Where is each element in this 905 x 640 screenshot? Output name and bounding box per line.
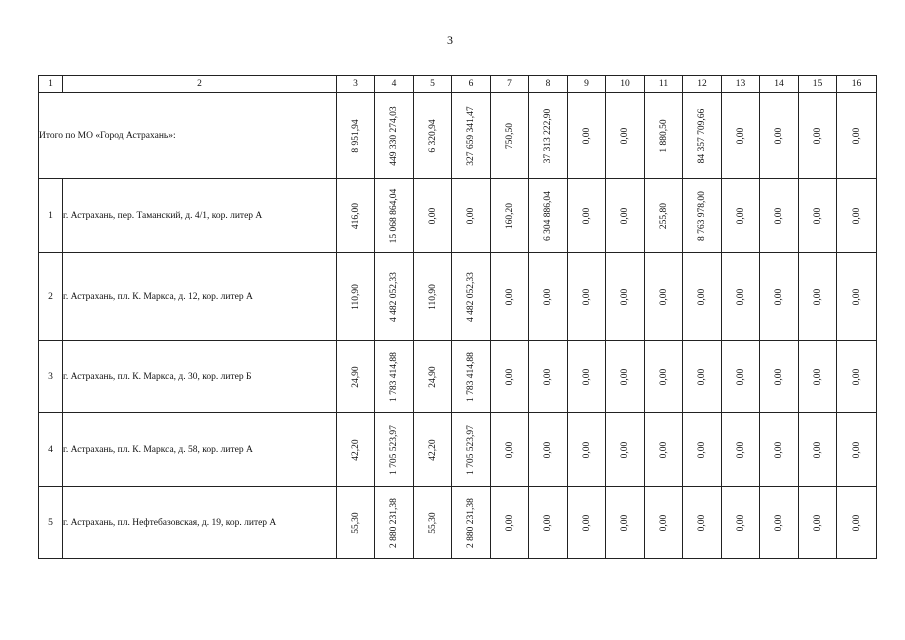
value-cell: [568, 487, 606, 559]
column-header: 15: [799, 76, 837, 93]
value-cell: [414, 179, 452, 253]
value-cell: [529, 253, 568, 341]
cell-value: 2 880 231,38: [466, 497, 476, 548]
cell-value: 0,00: [543, 368, 553, 385]
cell-value: 0,00: [735, 368, 746, 385]
value-cell: [645, 413, 683, 487]
value-cell: [491, 93, 529, 179]
value-cell: [375, 341, 414, 413]
cell-value: 0,00: [851, 441, 862, 458]
cell-value: 0,00: [581, 207, 592, 224]
total-label: Итого по МО «Город Астрахань»:: [39, 93, 337, 179]
cell-value: 6 304 886,04: [543, 190, 553, 241]
value-cell: [760, 179, 799, 253]
cell-value: 0,00: [504, 368, 515, 385]
cell-value: 0,00: [812, 441, 823, 458]
column-header: 8: [529, 76, 568, 93]
table-row: [39, 413, 877, 487]
cell-value: 0,00: [774, 207, 784, 224]
cell-value: 0,00: [504, 441, 515, 458]
cell-value: 55,30: [427, 511, 438, 534]
value-cell: [837, 487, 877, 559]
value-cell: [606, 179, 645, 253]
value-cell: [606, 487, 645, 559]
value-cell: [606, 341, 645, 413]
cell-value: 0,00: [851, 514, 862, 531]
cell-value: 55,30: [350, 511, 361, 534]
address-cell: г. Астрахань, пл. К. Маркса, д. 30, кор. литер Б: [63, 341, 337, 413]
table-row: [39, 179, 877, 253]
cell-value: 160,20: [504, 202, 515, 229]
cell-value: 0,00: [851, 288, 862, 305]
cell-value: 0,00: [697, 368, 707, 385]
column-header: 6: [452, 76, 491, 93]
cell-value: 0,00: [812, 207, 823, 224]
value-cell: [337, 93, 375, 179]
value-cell: [568, 341, 606, 413]
value-cell: [568, 179, 606, 253]
value-cell: [645, 341, 683, 413]
row-number: 4: [39, 413, 63, 487]
value-cell: [799, 253, 837, 341]
value-cell: [760, 341, 799, 413]
cell-value: 0,00: [620, 441, 630, 458]
value-cell: [799, 341, 837, 413]
column-header: 5: [414, 76, 452, 93]
cell-value: 1 783 414,88: [466, 351, 476, 402]
value-cell: [529, 487, 568, 559]
value-cell: [414, 341, 452, 413]
cell-value: 0,00: [581, 441, 592, 458]
cell-value: 1 783 414,88: [389, 351, 399, 402]
column-header: 16: [837, 76, 877, 93]
cell-value: 750,50: [504, 122, 515, 149]
cell-value: 1 705 523,97: [466, 424, 476, 475]
column-header: 14: [760, 76, 799, 93]
cell-value: 15 068 864,04: [389, 188, 399, 243]
cell-value: 0,00: [812, 127, 823, 144]
cell-value: 0,00: [658, 441, 669, 458]
cell-value: 0,00: [735, 127, 746, 144]
cell-value: 0,00: [543, 514, 553, 531]
value-cell: [529, 413, 568, 487]
value-cell: [414, 487, 452, 559]
value-cell: [683, 93, 722, 179]
cell-value: 416,00: [350, 202, 361, 229]
cell-value: 8 951,94: [350, 118, 361, 153]
cell-value: 0,00: [581, 288, 592, 305]
cell-value: 0,00: [812, 368, 823, 385]
value-cell: [529, 93, 568, 179]
value-cell: [452, 341, 491, 413]
value-cell: [452, 179, 491, 253]
cell-value: 0,00: [620, 368, 630, 385]
value-cell: [645, 253, 683, 341]
cell-value: 0,00: [812, 514, 823, 531]
value-cell: [452, 93, 491, 179]
value-cell: [491, 487, 529, 559]
value-cell: [452, 413, 491, 487]
value-cell: [722, 253, 760, 341]
cell-value: 8 763 978,00: [697, 190, 707, 241]
column-header: 2: [63, 76, 337, 93]
cell-value: 110,90: [427, 283, 438, 310]
cell-value: 255,80: [658, 202, 669, 229]
value-cell: [683, 413, 722, 487]
cell-value: 0,00: [812, 288, 823, 305]
column-header: 11: [645, 76, 683, 93]
cell-value: 0,00: [581, 368, 592, 385]
address-cell: г. Астрахань, пл. К. Маркса, д. 12, кор. литер А: [63, 253, 337, 341]
column-header: 10: [606, 76, 645, 93]
cell-value: 0,00: [697, 288, 707, 305]
cell-value: 0,00: [851, 207, 862, 224]
cell-value: 6 320,94: [427, 118, 438, 153]
value-cell: [683, 487, 722, 559]
cell-value: 0,00: [504, 288, 515, 305]
column-header: 4: [375, 76, 414, 93]
row-number: 3: [39, 341, 63, 413]
value-cell: [760, 93, 799, 179]
value-cell: [452, 487, 491, 559]
cell-value: 0,00: [658, 288, 669, 305]
value-cell: [568, 253, 606, 341]
page-number: 3: [447, 33, 453, 47]
cell-value: 0,00: [620, 127, 630, 144]
column-header: 12: [683, 76, 722, 93]
value-cell: [337, 487, 375, 559]
value-cell: [837, 93, 877, 179]
value-cell: [837, 253, 877, 341]
column-header: 1: [39, 76, 63, 93]
value-cell: [837, 179, 877, 253]
cell-value: 0,00: [774, 368, 784, 385]
cell-value: 0,00: [851, 127, 862, 144]
cell-value: 4 482 052,33: [466, 271, 476, 322]
value-cell: [722, 413, 760, 487]
value-cell: [837, 413, 877, 487]
cell-value: 0,00: [620, 288, 630, 305]
cell-value: 84 357 709,66: [697, 108, 707, 163]
total-row: [39, 93, 877, 179]
value-cell: [491, 253, 529, 341]
cell-value: 37 313 222,90: [543, 108, 553, 163]
value-cell: [414, 413, 452, 487]
value-cell: [760, 253, 799, 341]
cell-value: 24,90: [350, 365, 361, 388]
value-cell: [799, 487, 837, 559]
value-cell: [722, 179, 760, 253]
row-number: 1: [39, 179, 63, 253]
value-cell: [722, 487, 760, 559]
cell-value: 327 659 341,47: [466, 105, 476, 166]
row-number: 2: [39, 253, 63, 341]
cell-value: 0,00: [774, 127, 784, 144]
value-cell: [683, 253, 722, 341]
value-cell: [337, 413, 375, 487]
value-cell: [529, 341, 568, 413]
value-cell: [568, 93, 606, 179]
cell-value: 1 705 523,97: [389, 424, 399, 475]
cell-value: 0,00: [658, 368, 669, 385]
cell-value: 0,00: [620, 514, 630, 531]
value-cell: [414, 253, 452, 341]
value-cell: [375, 413, 414, 487]
cell-value: 1 880,50: [658, 118, 669, 153]
cell-value: 0,00: [427, 207, 438, 224]
value-cell: [837, 341, 877, 413]
column-header: 7: [491, 76, 529, 93]
cell-value: 0,00: [581, 127, 592, 144]
value-cell: [722, 341, 760, 413]
value-cell: [375, 93, 414, 179]
cell-value: 0,00: [774, 288, 784, 305]
value-cell: [799, 413, 837, 487]
value-cell: [568, 413, 606, 487]
value-cell: [760, 487, 799, 559]
cell-value: 449 330 274,03: [389, 105, 399, 166]
value-cell: [606, 413, 645, 487]
cell-value: 0,00: [543, 288, 553, 305]
cell-value: 0,00: [543, 441, 553, 458]
cell-value: 2 880 231,38: [389, 497, 399, 548]
header-row: [39, 76, 877, 93]
column-header: 9: [568, 76, 606, 93]
value-cell: [606, 93, 645, 179]
cell-value: 0,00: [697, 514, 707, 531]
property-table: [38, 75, 877, 559]
value-cell: [337, 341, 375, 413]
value-cell: [799, 179, 837, 253]
value-cell: [645, 93, 683, 179]
cell-value: 0,00: [735, 207, 746, 224]
value-cell: [722, 93, 760, 179]
column-header: 13: [722, 76, 760, 93]
cell-value: 0,00: [658, 514, 669, 531]
cell-value: 0,00: [735, 288, 746, 305]
value-cell: [414, 93, 452, 179]
cell-value: 42,20: [350, 438, 361, 461]
row-number: 5: [39, 487, 63, 559]
cell-value: 42,20: [427, 438, 438, 461]
cell-value: 0,00: [620, 207, 630, 224]
cell-value: 4 482 052,33: [389, 271, 399, 322]
table-row: [39, 253, 877, 341]
cell-value: 0,00: [466, 207, 476, 224]
cell-value: 0,00: [774, 441, 784, 458]
cell-value: 0,00: [504, 514, 515, 531]
value-cell: [760, 413, 799, 487]
value-cell: [452, 253, 491, 341]
cell-value: 0,00: [735, 441, 746, 458]
value-cell: [375, 179, 414, 253]
table-row: [39, 487, 877, 559]
value-cell: [645, 179, 683, 253]
value-cell: [491, 413, 529, 487]
table-row: [39, 341, 877, 413]
cell-value: 110,90: [350, 283, 361, 310]
cell-value: 0,00: [581, 514, 592, 531]
cell-value: 0,00: [774, 514, 784, 531]
address-cell: г. Астрахань, пл. Нефтебазовская, д. 19, кор. литер А: [63, 487, 337, 559]
value-cell: [375, 487, 414, 559]
cell-value: 24,90: [427, 365, 438, 388]
value-cell: [683, 341, 722, 413]
value-cell: [337, 253, 375, 341]
value-cell: [375, 253, 414, 341]
value-cell: [337, 179, 375, 253]
cell-value: 0,00: [735, 514, 746, 531]
column-header: 3: [337, 76, 375, 93]
cell-value: 0,00: [697, 441, 707, 458]
value-cell: [529, 179, 568, 253]
address-cell: г. Астрахань, пл. К. Маркса, д. 58, кор. литер А: [63, 413, 337, 487]
value-cell: [683, 179, 722, 253]
address-cell: г. Астрахань, пер. Таманский, д. 4/1, кор. литер А: [63, 179, 337, 253]
cell-value: 0,00: [851, 368, 862, 385]
value-cell: [606, 253, 645, 341]
value-cell: [491, 179, 529, 253]
value-cell: [491, 341, 529, 413]
value-cell: [799, 93, 837, 179]
value-cell: [645, 487, 683, 559]
